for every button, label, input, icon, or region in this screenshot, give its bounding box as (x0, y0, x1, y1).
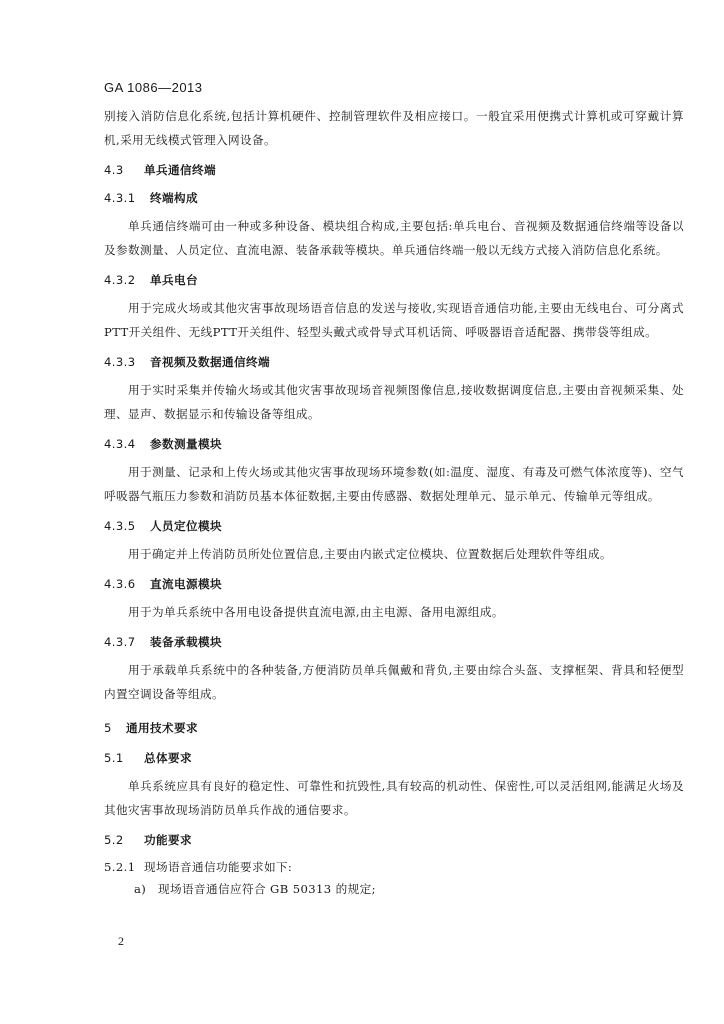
section-title: 音视频及数据通信终端 (150, 355, 270, 369)
section-heading-5-1 (104, 746, 684, 770)
section-heading-4-3-4 (104, 432, 684, 456)
standard-code: GA 1086—2013 (104, 80, 203, 95)
list-text: 现场语音通信应符合 GB 50313 的规定; (158, 882, 376, 896)
section-heading-4-3-7 (104, 630, 684, 654)
section-title: 装备承载模块 (150, 635, 222, 649)
section-number: 4.3.7 (104, 635, 136, 649)
section-number: 4.3.1 (104, 191, 136, 205)
page-body (104, 104, 684, 900)
section-heading-4-3-3 (104, 350, 684, 374)
page-number: 2 (118, 934, 124, 948)
section-title: 终端构成 (150, 191, 198, 205)
section-number: 5.2 (104, 833, 124, 847)
clause-text: 现场语音通信功能要求如下: (144, 860, 293, 874)
section-title: 参数测量模块 (150, 437, 222, 451)
section-heading-4-3-1 (104, 186, 684, 210)
paragraph: 用于实时采集并传输火场或其他灾害事故现场音视频图像信息,接收数据调度信息,主要由音视频采集、处理、显声、数据显示和传输设备等组成。 (104, 383, 684, 421)
section-title: 通用技术要求 (126, 721, 198, 735)
section-heading-4-3-5 (104, 514, 684, 538)
paragraph: 用于为单兵系统中各用电设备提供直流电源,由主电源、备用电源组成。 (128, 605, 504, 619)
section-title: 直流电源模块 (150, 577, 222, 591)
section-number: 4.3.6 (104, 577, 136, 591)
section-heading-5 (104, 716, 684, 740)
section-number: 5.1 (104, 751, 124, 765)
section-heading-5-2 (104, 828, 684, 852)
section-number: 4.3.2 (104, 273, 136, 287)
paragraph: 用于测量、记录和上传火场或其他灾害事故现场环境参数(如:温度、湿度、有毒及可燃气体浓度等)、空气呼吸器气瓶压力参数和消防员基本体征数据,主要由传感器、数据处理单元、显示单元、传输单元等组成。 (104, 465, 684, 503)
paragraph: 单兵系统应具有良好的稳定性、可靠性和抗毁性,具有较高的机动性、保密性,可以灵活组网,能满足火场及其他灾害事故现场消防员单兵作战的通信要求。 (104, 779, 684, 817)
section-number: 4.3.3 (104, 355, 136, 369)
section-title: 总体要求 (144, 751, 192, 765)
section-heading-4-3-2 (104, 268, 684, 292)
section-number: 5 (104, 721, 112, 735)
paragraph: 别接入消防信息化系统,包括计算机硬件、控制管理软件及相应接口。一般宜采用便携式计算机或可穿戴计算机,采用无线模式管理入网设备。 (104, 109, 684, 147)
section-heading-4-3 (104, 158, 684, 182)
section-title: 单兵电台 (150, 273, 198, 287)
section-number: 4.3.4 (104, 437, 136, 451)
section-number: 4.3.5 (104, 519, 136, 533)
clause-number: 5.2.1 (104, 860, 136, 874)
section-title: 功能要求 (144, 833, 192, 847)
list-marker: a) (134, 882, 147, 896)
section-number: 4.3 (104, 163, 124, 177)
section-heading-4-3-6 (104, 572, 684, 596)
paragraph: 用于承载单兵系统中的各种装备,方便消防员单兵佩戴和背负,主要由综合头盔、支撑框架、背具和轻便型内置空调设备等组成。 (104, 663, 684, 701)
paragraph: 用于完成火场或其他灾害事故现场语音信息的发送与接收,实现语音通信功能,主要由无线电台、可分离式PTT开关组件、无线PTT开关组件、轻型头戴式或骨导式耳机话筒、呼吸器语音适配器、携带袋等组成。 (104, 301, 684, 339)
clause-5-2-1 (104, 856, 684, 878)
section-title: 人员定位模块 (150, 519, 222, 533)
paragraph: 单兵通信终端可由一种或多种设备、模块组合构成,主要包括:单兵电台、音视频及数据通信终端等设备以及参数测量、人员定位、直流电源、装备承载等模块。单兵通信终端一般以无线方式接入消防信息化系统。 (104, 219, 684, 257)
section-title: 单兵通信终端 (144, 163, 216, 177)
list-item-a (134, 878, 684, 900)
paragraph: 用于确定并上传消防员所处位置信息,主要由内嵌式定位模块、位置数据后处理软件等组成。 (128, 547, 612, 561)
